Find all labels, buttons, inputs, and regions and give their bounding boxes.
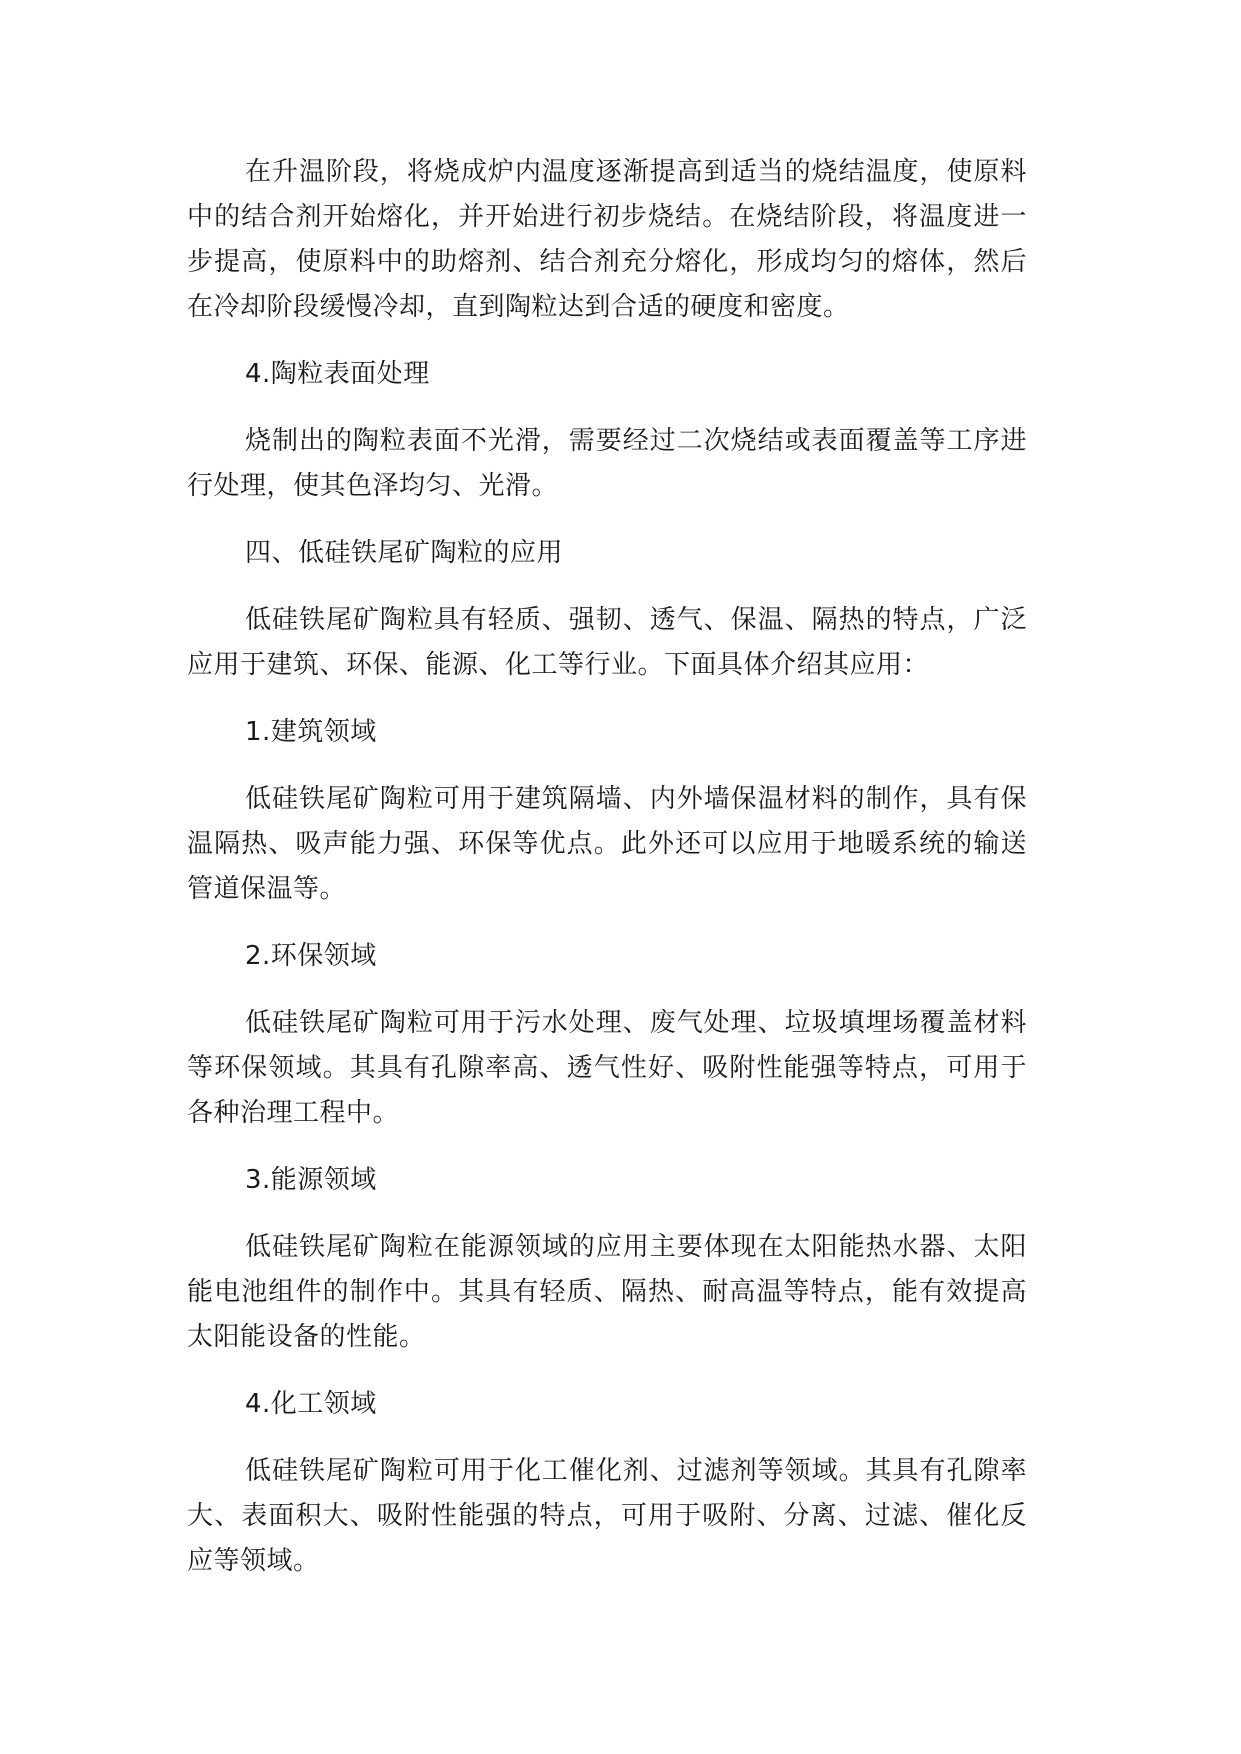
body-paragraph: 在升温阶段，将烧成炉内温度逐渐提高到适当的烧结温度，使原料中的结合剂开始熔化，并开始进行初步烧结。在烧结阶段，将温度进一步提高，使原料中的助熔剂、结合剂充分熔化，形成均匀的熔体，然后在冷却阶段缓慢冷却，直到陶粒达到合适的硬度和密度。 (187, 157, 1027, 322)
section-heading: 1.建筑领域 (245, 717, 377, 747)
section-heading: 四、低硅铁尾矿陶粒的应用 (245, 538, 564, 568)
section-heading: 4.化工领域 (245, 1389, 377, 1419)
section-heading: 4.陶粒表面处理 (245, 359, 430, 389)
section-heading: 2.环保领域 (245, 941, 377, 971)
body-paragraph: 低硅铁尾矿陶粒具有轻质、强韧、透气、保温、隔热的特点，广泛应用于建筑、环保、能源、化工等行业。下面具体介绍其应用： (187, 605, 1027, 680)
body-paragraph: 低硅铁尾矿陶粒可用于建筑隔墙、内外墙保温材料的制作，具有保温隔热、吸声能力强、环保等优点。此外还可以应用于地暖系统的输送管道保温等。 (187, 784, 1027, 904)
document-page (187, 150, 1027, 1606)
body-paragraph: 低硅铁尾矿陶粒在能源领域的应用主要体现在太阳能热水器、太阳能电池组件的制作中。其具有轻质、隔热、耐高温等特点，能有效提高太阳能设备的性能。 (187, 1232, 1027, 1352)
section-heading: 3.能源领域 (245, 1165, 377, 1195)
body-paragraph: 低硅铁尾矿陶粒可用于化工催化剂、过滤剂等领域。其具有孔隙率大、表面积大、吸附性能强的特点，可用于吸附、分离、过滤、催化反应等领域。 (187, 1456, 1027, 1576)
body-paragraph: 烧制出的陶粒表面不光滑，需要经过二次烧结或表面覆盖等工序进行处理，使其色泽均匀、光滑。 (187, 426, 1027, 501)
body-paragraph: 低硅铁尾矿陶粒可用于污水处理、废气处理、垃圾填埋场覆盖材料等环保领域。其具有孔隙率高、透气性好、吸附性能强等特点，可用于各种治理工程中。 (187, 1008, 1027, 1128)
